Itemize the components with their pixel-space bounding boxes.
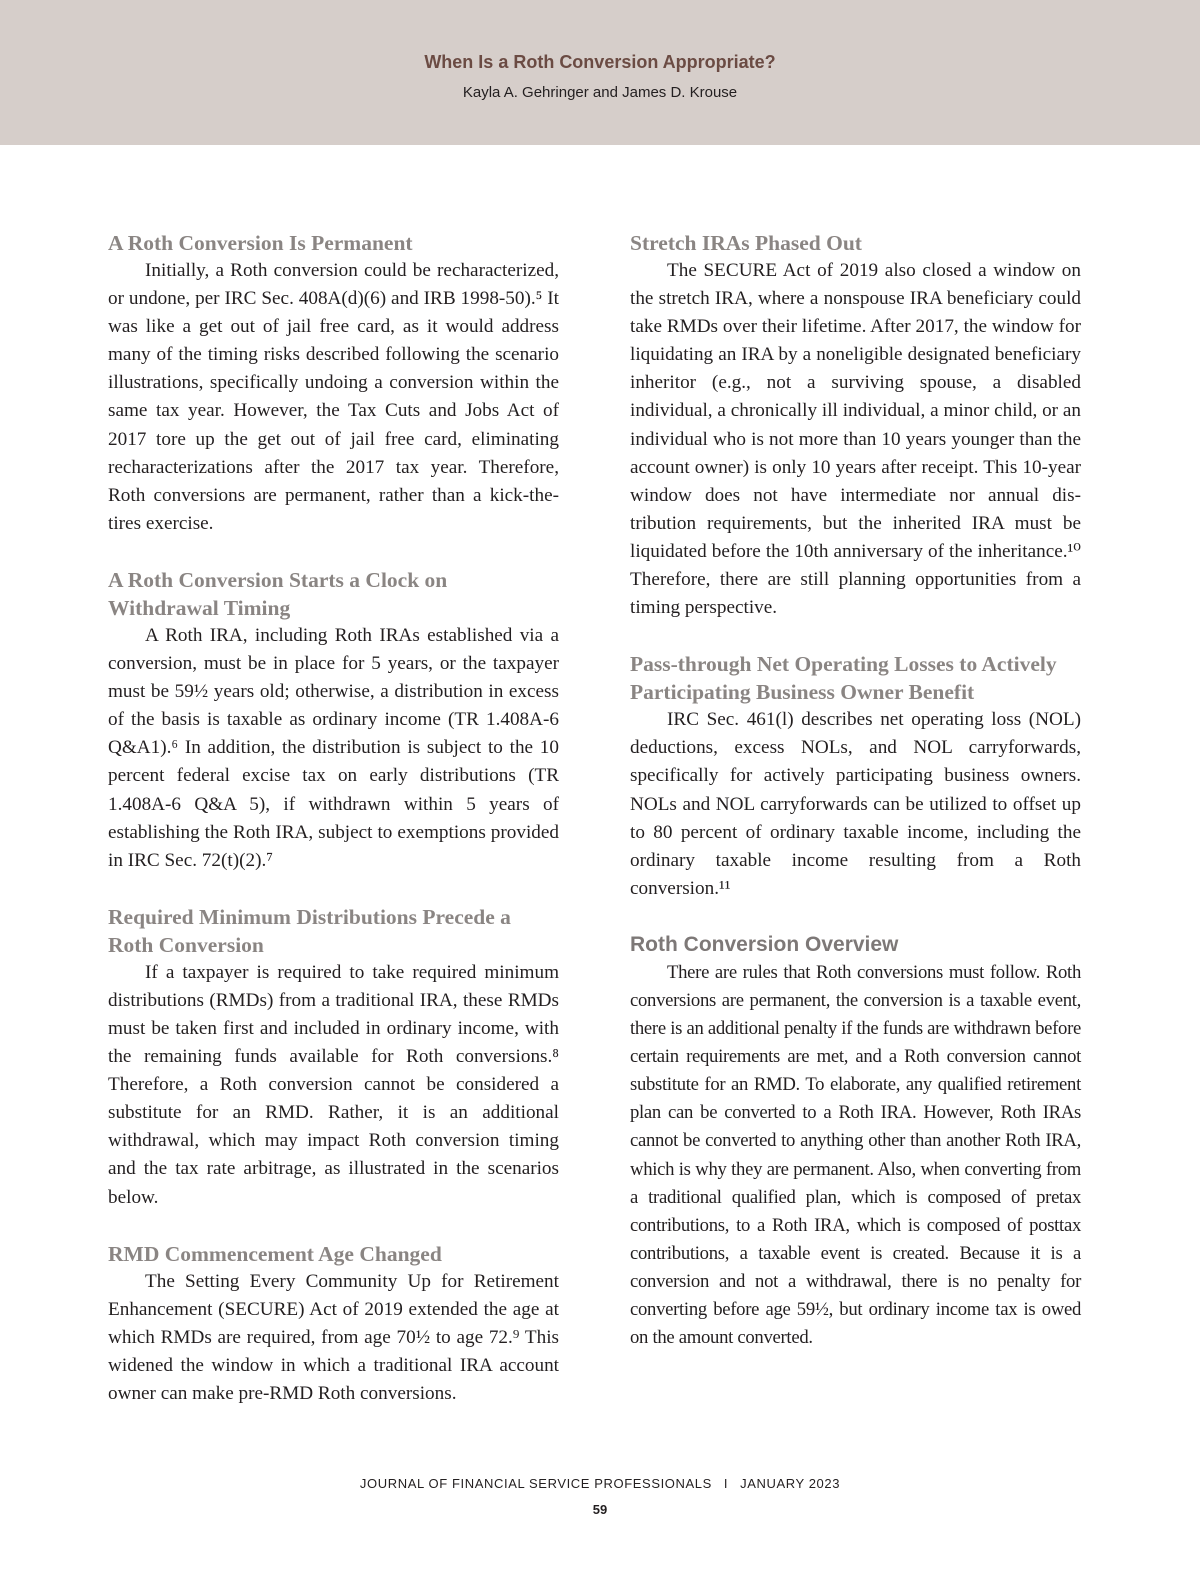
section-roth-permanent xyxy=(108,229,559,538)
article-authors: Kayla A. Gehringer and James D. Krouse xyxy=(462,84,738,101)
section-stretch-ira xyxy=(630,229,1081,622)
section-heading: Required Minimum Distributions Precede a Roth Conversion xyxy=(108,904,511,957)
section-heading: A Roth Conversion Starts a Clock on Withdrawal Timing xyxy=(108,567,448,620)
journal-name: JOURNAL OF FINANCIAL SERVICE PROFESSIONALS xyxy=(359,1476,712,1491)
section-heading: Stretch IRAs Phased Out xyxy=(630,231,862,255)
section-nol xyxy=(630,650,1081,903)
section-rmd-precede xyxy=(108,903,559,1212)
footer-journal-line xyxy=(0,1476,1200,1491)
section-body: The SECURE Act of 2019 also closed a window on the stretch IRA, where a nonspouse IRA beneficiary could take RMDs over their lifetime. After 2017, the window for liquidating an IRA by a noneligible designated beneficiary inheritor (e.g., not a surviving spouse, a disabled individual, a chronically ill individual, a minor child, or an individual who is not more than 10 years younger than the account owner) is only 10 years after receipt. This 10-year window does not have intermediate nor annual distribution requirements, but the inherited IRA must be liquidated before the 10th anniversary of the inheritance.¹⁰ Therefore, there are still planning opportunities from a timing perspective. xyxy=(630,260,1081,619)
section-body: The Setting Every Community Up for Retirement Enhancement (SECURE) Act of 2019 extended the age at which RMDs are required, from age 70½ to age 72.⁹ This widened the window in which a traditional IRA account owner can make pre-RMD Roth conversions. xyxy=(108,1270,559,1404)
section-body: Initially, a Roth conversion could be recharacterized, or undone, per IRC Sec. 408A(d)(6) and IRB 1998-50).⁵ It was like a get out of jail free card, as it would address many of the timing risks described following the scenario illustrations, specifically undoing a conversion within the same tax year. However, the Tax Cuts and Jobs Act of 2017 tore up the get out of jail free card, eliminating recharacterizations after the 2017 tax year. Therefore, Roth conversions are permanent, rather than a kick-the-tires exercise. xyxy=(108,260,559,534)
section-body: A Roth IRA, including Roth IRAs established via a conversion, must be in place for 5 years, or the taxpayer must be 59½ years old; otherwise, a distribution in excess of the basis is taxable as ordinary income (TR 1.408A-6 Q&A1).⁶ In addition, the distribution is subject to the 10 percent federal excise tax on early distributions (TR 1.408A-6 Q&A 5), if withdrawn within 5 years of establishing the Roth IRA, subject to exemptions provided in IRC Sec. 72(t)(2).⁷ xyxy=(108,624,559,871)
page-number: 59 xyxy=(592,1502,608,1517)
section-heading: A Roth Conversion Is Permanent xyxy=(108,231,413,255)
section-heading: Roth Conversion Overview xyxy=(630,932,899,956)
section-heading: Pass-through Net Operating Losses to Actively Participating Business Owner Benefit xyxy=(630,652,1057,705)
footer-separator: I xyxy=(723,1476,729,1491)
right-column xyxy=(630,229,1081,1380)
section-withdrawal-timing xyxy=(108,566,559,875)
section-heading: RMD Commencement Age Changed xyxy=(108,1241,442,1266)
article-title: When Is a Roth Conversion Appropriate? xyxy=(424,52,776,72)
section-rmd-age-changed xyxy=(108,1240,559,1408)
article-header-banner xyxy=(0,0,1200,145)
section-body: IRC Sec. 461(l) describes net operating loss (NOL) deductions, excess NOLs, and NOL carryforwards, specifically for actively participating business owners. NOLs and NOL carryforwards can be utilized to offset up to 80 percent of ordinary taxable income, including the ordinary taxable income resulting from a Roth conversion.¹¹ xyxy=(630,709,1081,899)
left-column xyxy=(108,229,559,1436)
issue-date: JANUARY 2023 xyxy=(740,1476,841,1491)
section-body: There are rules that Roth conversions must follow. Roth conversions are permanent, the conversion is a taxable event, there is an additional penalty if the funds are withdrawn before certain requirements are met, and a Roth conversion cannot substitute for an RMD. To elaborate, any qualified retirement plan can be converted to a Roth IRA. However, Roth IRAs cannot be converted to anything other than another Roth IRA, which is why they are permanent. Also, when converting from a traditional qualified plan, which is composed of pretax contributions, to a Roth IRA, which is composed of posttax contributions, a taxable event is created. Because it is a conversion and not a withdrawal, there is no penalty for converting before age 59½, but ordinary income tax is owed on the amount converted. xyxy=(630,961,1081,1349)
section-roth-overview xyxy=(630,931,1081,1352)
section-body: If a taxpayer is required to take required minimum distributions (RMDs) from a traditional IRA, these RMDs must be taken first and included in ordinary income, with the remaining funds available for Roth conversions.⁸ Therefore, a Roth conversion cannot be considered a substitute for an RMD. Rather, it is an additional withdrawal, which may impact Roth conversion timing and the tax rate arbitrage, as illustrated in the scenarios below. xyxy=(108,961,559,1208)
